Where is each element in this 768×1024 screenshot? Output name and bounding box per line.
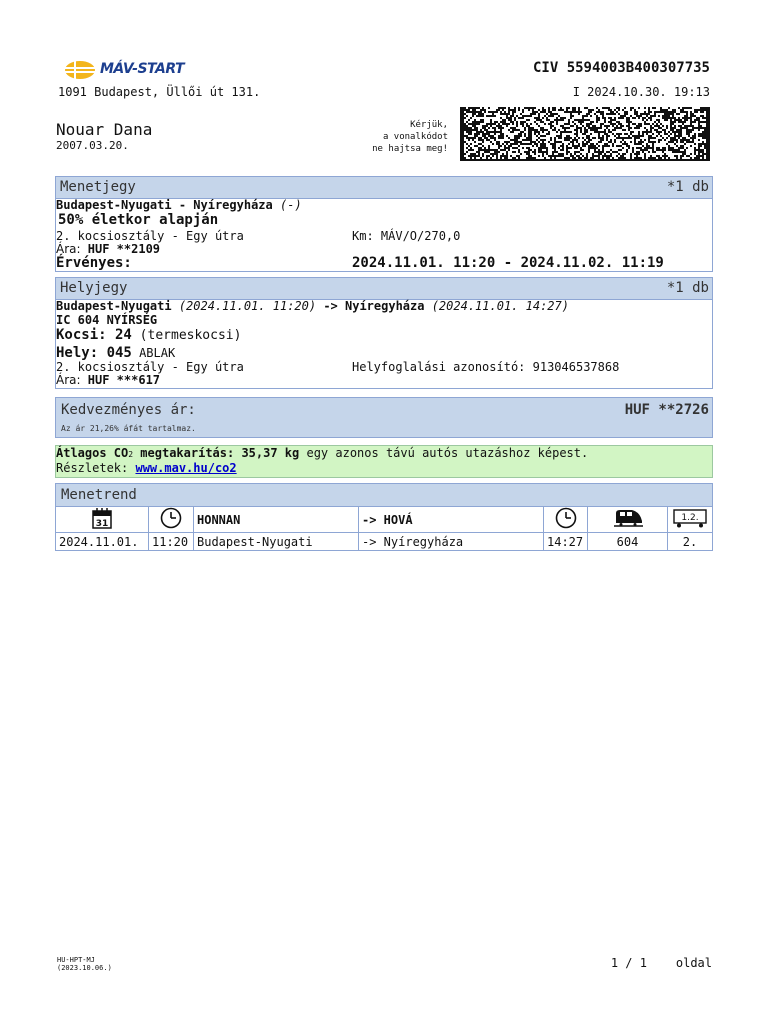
seat-arrow: -> [316,299,345,313]
class-icon [672,507,708,529]
seat-title: Helyjegy [60,280,128,296]
form-code [57,956,112,972]
issuer-address: 1091 Budapest, Üllői út 131. [58,85,261,99]
row-to: -> Nyíregyháza [359,533,544,551]
co2-prefix: Átlagos CO [56,446,129,460]
ticket-route [56,198,302,212]
seat-count: *1 db [666,280,709,296]
date-header-cell [56,507,149,533]
class-header-cell [668,507,713,533]
seat-class: 2. kocsiosztály - Egy útra [56,360,244,374]
price-label: Ára: [56,373,81,387]
seat-price [56,373,160,387]
row-from: Budapest-Nyugati [194,533,359,551]
train-name: IC 604 NYÍRSÉG [56,313,158,327]
timetable-header [55,483,713,507]
from-header-cell [194,507,359,533]
seat-type: ABLAK [131,346,176,360]
arr-header-cell [544,507,588,533]
co2-savings-box [55,445,713,478]
co2-rest: egy azonos távú autós utazáshoz képest. [299,446,589,460]
timetable-header-row [56,507,713,533]
co2-text [56,446,588,460]
logo-text: MÁV-START [100,61,185,77]
car-info [56,327,241,343]
row-departure: 11:20 [149,533,194,551]
ticket-km: Km: MÁV/O/270,0 [352,229,461,243]
train-icon [612,507,644,529]
form-code-line: (2023.10.06.) [57,964,112,972]
train-header-cell [588,507,668,533]
seat-route [56,299,569,313]
timetable-title: Menetrend [61,487,137,503]
from-header: HONNAN [197,512,241,527]
row-arrival: 14:27 [544,533,588,551]
total-price-label: Kedvezményes ár: [61,402,196,418]
seat-from-time: (2024.11.01. 11:20) [171,299,317,313]
vat-note: Az ár 21,26% áfát tartalmaz. [61,424,196,433]
to-header-cell [359,507,544,533]
ticket-class: 2. kocsiosztály - Egy útra [56,229,244,243]
clock-icon [555,507,577,529]
seat-info [56,345,175,361]
passenger-birthdate: 2007.03.20. [56,139,129,152]
issue-datetime: I 2024.10.30. 19:13 [572,85,710,99]
timetable-box [55,483,713,553]
page-word: oldal [675,956,712,970]
co2-details [56,461,237,475]
ticket-title: Menetjegy [60,179,136,195]
co2-details-link[interactable]: www.mav.hu/co2 [135,461,237,475]
passenger-name: Nouar Dana [56,120,153,139]
seat-label: Hely: 045 [56,345,132,361]
form-code-line: HU-HPT-MJ [57,956,95,964]
page-number [611,956,712,970]
barcode-pattern [460,107,710,161]
ticket-price [56,242,160,256]
calendar-day: 31 [95,519,109,529]
car-type: (termeskocsi) [131,328,242,343]
class-icon-text: 1.2. [681,513,699,523]
valid-label: Érvényes: [56,255,132,271]
ticket-box-header [56,177,712,199]
route-suffix: (-) [272,198,302,212]
barcode-note [352,119,448,155]
seat-to-time: (2024.11.01. 14:27) [424,299,569,313]
route-from: Budapest-Nyugati [56,198,172,212]
co2-subscript: 2 [128,450,134,459]
seat-reservation-box [55,277,713,389]
barcode-note-line: Kérjük, [410,120,448,130]
civ-number: CIV 5594003B400307735 [532,60,710,76]
timetable-table [55,506,713,551]
seat-box-header [56,278,712,300]
valid-value: 2024.11.01. 11:20 - 2024.11.02. 11:19 [352,255,664,271]
route-to: Nyíregyháza [193,198,273,212]
row-date: 2024.11.01. [56,533,149,551]
reservation-id: Helyfoglalási azonosító: 913046537868 [352,360,620,374]
details-label: Részletek: [56,461,136,475]
route-separator: - [171,198,194,212]
dep-header-cell [149,507,194,533]
barcode-note-line: ne hajtsa meg! [372,144,448,154]
ticket-count: *1 db [666,179,709,195]
seat-from: Budapest-Nyugati [56,299,172,313]
to-header: -> HOVÁ [362,512,413,527]
total-price-box [55,397,713,438]
timetable-row [56,533,713,551]
calendar-icon [92,507,112,529]
barcode-icon [460,107,711,161]
price-label: Ára: [56,242,81,256]
co2-amount: megtakarítás: 35,37 kg [133,446,300,460]
row-train: 604 [588,533,668,551]
seat-to: Nyíregyháza [345,299,425,313]
row-class: 2. [668,533,713,551]
barcode-note-line: a vonalkódot [382,132,448,142]
total-price-value: HUF **2726 [624,402,709,418]
price-value: HUF ***617 [87,373,161,387]
discount-text: 50% életkor alapján [58,212,219,228]
price-value: HUF **2109 [87,242,161,256]
clock-icon [160,507,182,529]
ticket-box [55,176,713,272]
page-count: 1 / 1 [610,956,647,970]
car-label: Kocsi: 24 [56,327,132,343]
